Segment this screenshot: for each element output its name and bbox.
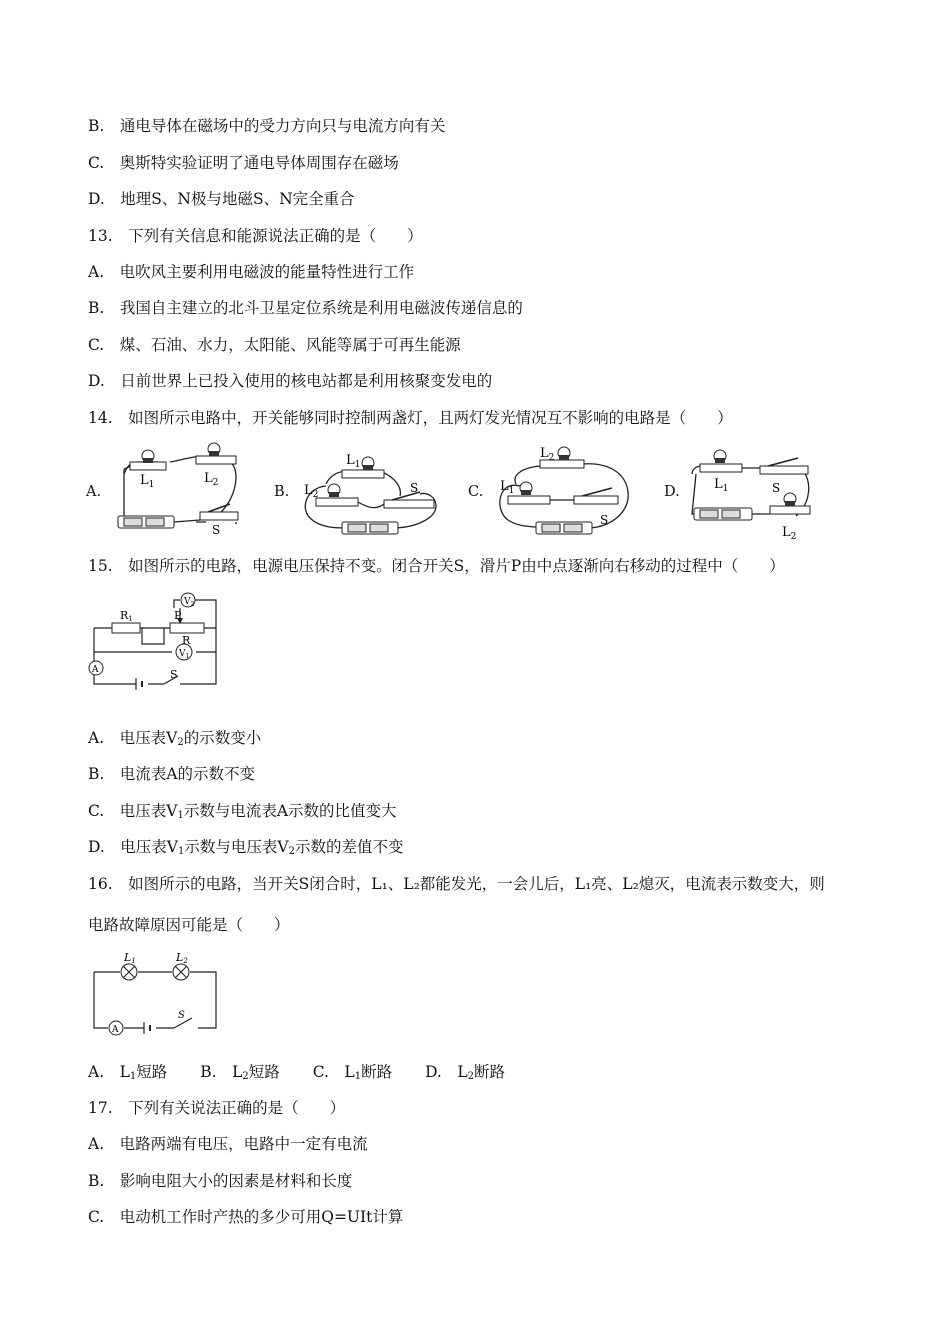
q14-figure-d-letter: D. [664, 484, 680, 500]
q16-l1-label: L1 [124, 952, 136, 965]
q15-option-a: A. 电压表$V_2$的示数变小 [88, 729, 262, 748]
q14b-l2-label: $L_2$ [304, 483, 319, 500]
q15-r1-label: R1 [120, 609, 133, 623]
q14-figure-b [296, 448, 446, 548]
q16-stem-line1: 16. 如图所示的电路，当开关S闭合时，L₁、L₂都能发光，一会儿后，L₁亮、L₂熄灭，电流表示数变大，则 [88, 875, 825, 893]
q16-option-a: A. $L_1$短路 [88, 1063, 168, 1082]
q15-r-label: R [182, 634, 191, 647]
q14-figure-d [686, 444, 816, 546]
q17-option-a: A. 电路两端有电压，电路中一定有电流 [88, 1135, 368, 1153]
q16-options [88, 1062, 533, 1087]
q14b-l1-label: $L_1$ [346, 453, 361, 470]
q14-figure-a [110, 440, 250, 540]
q16-switch-label: S [178, 1010, 185, 1021]
q13-option-d: D. 日前世界上已投入使用的核电站都是利用核聚变发电的 [88, 372, 493, 390]
q14-figure-c-letter: C. [468, 484, 484, 500]
q15-switch-label: S [170, 668, 178, 681]
q14c-l1-label: $L_1$ [500, 479, 515, 496]
q14a-l2-label: $L_2$ [204, 471, 219, 488]
q13-stem: 13. 下列有关信息和能源说法正确的是（ ） [88, 227, 423, 245]
q13-option-b: B. 我国自主建立的北斗卫星定位系统是利用电磁波传递信息的 [88, 299, 523, 317]
q14-stem: 14. 如图所示电路中，开关能够同时控制两盏灯，且两灯发光情况互不影响的电路是（ ） [88, 409, 733, 427]
q14d-switch-label: S [772, 481, 781, 495]
q14c-switch-label: S [600, 513, 609, 527]
q15-option-c: C. 电压表$V_1$示数与电流表A示数的比值变大 [88, 802, 397, 821]
q15-option-b: B. 电流表A的示数不变 [88, 765, 256, 783]
q15-ammeter-label: A [92, 665, 99, 675]
q15-v2-label: $V_2$ [184, 597, 195, 608]
q16-option-d: D. $L_2$断路 [425, 1063, 506, 1082]
q12-option-c: C. 奥斯特实验证明了通电导体周围存在磁场 [88, 154, 399, 172]
q15-option-d: D. 电压表$V_1$示数与电压表$V_2$示数的差值不变 [88, 838, 404, 857]
q17-option-c: C. 电动机工作时产热的多少可用Q=UIt计算 [88, 1208, 404, 1226]
q16-option-b: B. $L_2$短路 [200, 1063, 280, 1082]
q12-option-d: D. 地理S、N极与地磁S、N完全重合 [88, 190, 355, 208]
q12-option-b: B. 通电导体在磁场中的受力方向只与电流方向有关 [88, 117, 446, 135]
q15-v1-label: $V_1$ [179, 649, 190, 660]
q14-figure-a-letter: A. [86, 484, 102, 500]
q14a-switch-label: S [212, 523, 221, 536]
q17-option-b: B. 影响电阻大小的因素是材料和长度 [88, 1172, 353, 1190]
q14-figure-b-letter: B. [274, 484, 290, 500]
q16-circuit-figure [88, 952, 228, 1042]
q16-stem-line2: 电路故障原因可能是（ ） [88, 916, 290, 934]
q14d-l1-label: $L_1$ [714, 477, 729, 494]
q15-p-label: P [174, 609, 182, 622]
q16-l2-label: L2 [176, 952, 188, 965]
q14a-l1-label: $L_1$ [140, 473, 155, 490]
q17-stem: 17. 下列有关说法正确的是（ ） [88, 1099, 346, 1117]
q16-ammeter-label: A [112, 1025, 119, 1035]
q15-stem: 15. 如图所示的电路，电源电压保持不变。闭合开关S，滑片P由中点逐渐向右移动的过程中（ ） [88, 557, 785, 575]
q14b-switch-label: S [410, 481, 419, 495]
q14-figure-c [490, 440, 635, 548]
q14c-l2-label: $L_2$ [540, 446, 555, 463]
q13-option-a: A. 电吹风主要利用电磁波的能量特性进行工作 [88, 263, 415, 281]
q16-option-c: C. $L_1$断路 [312, 1063, 393, 1082]
q14d-l2-label: $L_2$ [782, 525, 797, 542]
q13-option-c: C. 煤、石油、水力，太阳能、风能等属于可再生能源 [88, 336, 461, 354]
q15-circuit-figure [84, 588, 224, 696]
